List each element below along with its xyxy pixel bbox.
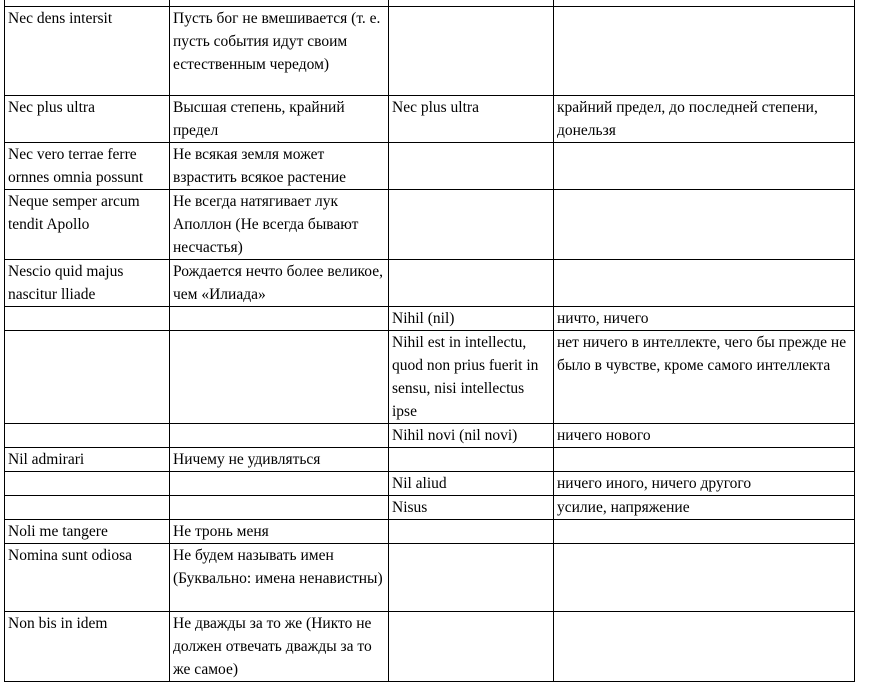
latin-term-cell: Nihil est in intellectu, quod non prius fuerit in sensu, nisi intellectus ipse <box>389 331 554 424</box>
translation-cell <box>170 331 389 424</box>
translation-cell: Пусть бог не вмешивается (т. е. пусть события идут своим естественным чередом) <box>170 7 389 96</box>
table-row <box>5 544 855 612</box>
term-meaning-cell: ничего иного, ничего другого <box>554 472 855 496</box>
term-meaning-cell <box>554 544 855 612</box>
translation-cell <box>170 307 389 331</box>
table-row <box>5 520 855 544</box>
latin-phrase-cell: Neque semper arcum tendit Apollo <box>5 190 170 260</box>
translation-cell <box>170 472 389 496</box>
latin-term-cell <box>389 448 554 472</box>
term-meaning-cell: нет ничего в интеллекте, чего бы прежде не было в чувстве, кроме самого интеллекта <box>554 331 855 424</box>
table-row <box>5 472 855 496</box>
latin-term-cell <box>389 520 554 544</box>
latin-term-cell <box>389 612 554 682</box>
table-row <box>5 260 855 307</box>
term-meaning-cell <box>554 612 855 682</box>
translation-cell <box>170 496 389 520</box>
latin-phrase-cell: Non bis in idem <box>5 612 170 682</box>
latin-phrase-cell: Nec plus ultra <box>5 96 170 143</box>
phrases-table <box>4 0 855 682</box>
latin-term-cell: Nisus <box>389 496 554 520</box>
latin-term-cell: Nihil novi (nil novi) <box>389 424 554 448</box>
latin-term-cell <box>389 544 554 612</box>
latin-term-cell <box>389 190 554 260</box>
latin-phrase-cell: Noli me tangere <box>5 520 170 544</box>
latin-phrase-cell <box>5 331 170 424</box>
table-row <box>5 612 855 682</box>
latin-phrase-cell <box>5 496 170 520</box>
term-meaning-cell <box>554 7 855 96</box>
table-row <box>5 331 855 424</box>
translation-cell: Ничему не удивляться <box>170 448 389 472</box>
latin-phrase-cell: Nil admirari <box>5 448 170 472</box>
table-row <box>5 96 855 143</box>
translation-cell: Рождается нечто более великое, чем «Илиада» <box>170 260 389 307</box>
phrases-table-body <box>5 0 855 682</box>
latin-phrase-cell <box>5 472 170 496</box>
latin-term-cell <box>389 260 554 307</box>
term-meaning-cell: ничто, ничего <box>554 307 855 331</box>
term-meaning-cell <box>554 520 855 544</box>
term-meaning-cell <box>554 190 855 260</box>
latin-term-cell: Nil aliud <box>389 472 554 496</box>
latin-phrase-cell <box>5 424 170 448</box>
translation-cell: Высшая степень, крайний предел <box>170 96 389 143</box>
latin-phrase-cell <box>5 307 170 331</box>
latin-phrase-cell: Nescio quid majus nascitur lliade <box>5 260 170 307</box>
term-meaning-cell: ничего нового <box>554 424 855 448</box>
translation-cell: Не будем называть имен (Буквально: имена ненавистны) <box>170 544 389 612</box>
translation-cell: Не дважды за то же (Никто не должен отвечать дважды за то же самое) <box>170 612 389 682</box>
latin-phrase-cell: Nomina sunt odiosa <box>5 544 170 612</box>
latin-phrase-cell: Nec dens intersit <box>5 7 170 96</box>
translation-cell: Не всегда натягивает лук Аполлон (Не всегда бывают несчастья) <box>170 190 389 260</box>
term-meaning-cell <box>554 448 855 472</box>
translation-cell: Не всякая земля может взрастить всякое растение <box>170 143 389 190</box>
table-row <box>5 7 855 96</box>
table-row <box>5 424 855 448</box>
latin-term-cell: Nihil (nil) <box>389 307 554 331</box>
term-meaning-cell: крайний предел, до последней степени, донельзя <box>554 96 855 143</box>
translation-cell: Не тронь меня <box>170 520 389 544</box>
table-row <box>5 496 855 520</box>
term-meaning-cell: усилие, напряжение <box>554 496 855 520</box>
table-row <box>5 143 855 190</box>
table-row <box>5 190 855 260</box>
latin-phrase-cell: Nec vero terrae ferre ornnes omnia possunt <box>5 143 170 190</box>
latin-term-cell <box>389 7 554 96</box>
translation-cell <box>170 424 389 448</box>
table-row <box>5 448 855 472</box>
term-meaning-cell <box>554 260 855 307</box>
term-meaning-cell <box>554 143 855 190</box>
table-row <box>5 307 855 331</box>
latin-term-cell <box>389 143 554 190</box>
latin-term-cell: Nec plus ultra <box>389 96 554 143</box>
